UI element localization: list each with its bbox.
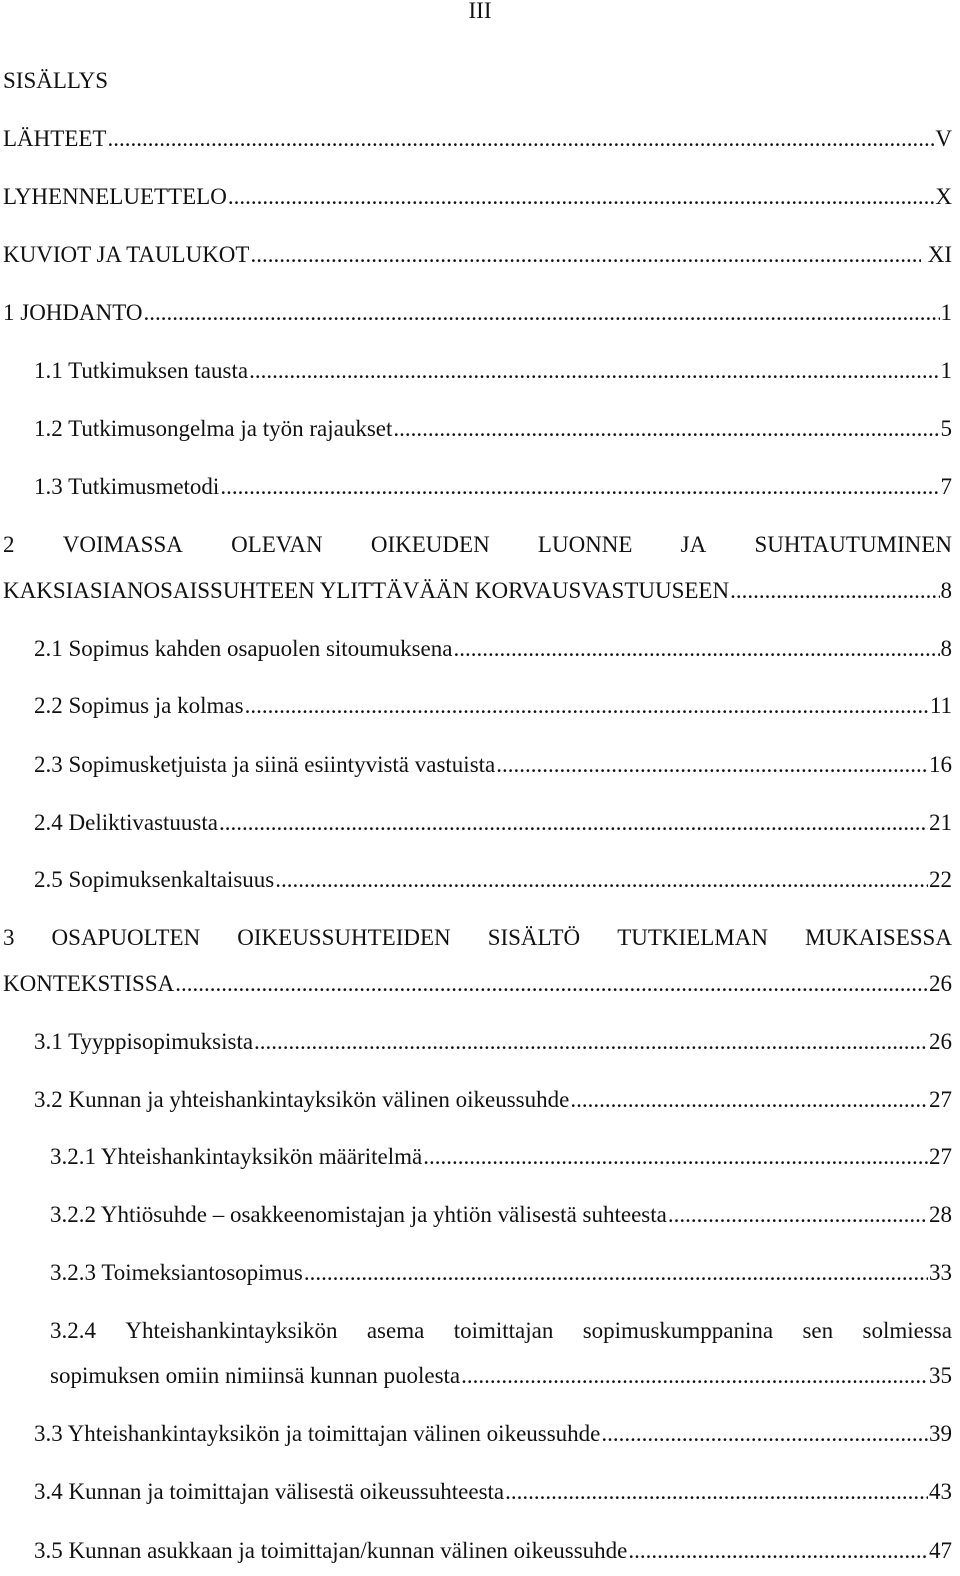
toc-entry[interactable]	[50, 1143, 952, 1171]
toc-entry-title: 1.3 Tutkimusmetodi	[34, 474, 220, 499]
toc-word: asema	[366, 1318, 425, 1343]
toc-entry-page: XI	[921, 242, 952, 267]
toc-word: SUHTAUTUMINEN	[754, 532, 952, 557]
toc-word: 2	[3, 532, 15, 557]
toc-entry-title: 1.1 Tutkimuksen tausta	[34, 358, 249, 383]
toc-word: JA	[680, 532, 707, 557]
dot-leader	[461, 1362, 928, 1390]
toc-entry-justified-line[interactable]	[3, 924, 952, 952]
toc-entry-page: 39	[929, 1421, 952, 1446]
toc-word: 3.2.4	[50, 1318, 96, 1343]
toc-entry-title: 2.5 Sopimuksenkaltaisuus	[34, 867, 275, 892]
dot-leader	[275, 866, 928, 894]
toc-entry[interactable]	[3, 577, 952, 605]
toc-entry[interactable]	[34, 866, 952, 894]
toc-word: OIKEUDEN	[370, 532, 490, 557]
dot-leader	[393, 415, 939, 443]
toc-word: solmiessa	[862, 1318, 952, 1343]
dot-leader	[496, 751, 928, 779]
dot-leader	[505, 1478, 928, 1506]
toc-word: 3	[3, 925, 15, 950]
toc-entry-page: 11	[929, 693, 952, 718]
toc-entry-title: 2.4 Deliktivastuusta	[34, 810, 218, 835]
toc-word: LUONNE	[537, 532, 633, 557]
toc-entry-page: 43	[929, 1479, 952, 1504]
dot-leader	[219, 809, 928, 837]
toc-entry-title: LÄHTEET	[3, 126, 107, 151]
toc-entry-page: 33	[929, 1260, 952, 1285]
toc-entry-title: sopimuksen omiin nimiinsä kunnan puolesta	[50, 1363, 461, 1388]
toc-word: TUTKIELMAN	[617, 925, 768, 950]
toc-word: SISÄLTÖ	[487, 925, 581, 950]
toc-entry-page: 28	[929, 1202, 952, 1227]
toc-entry[interactable]	[34, 357, 952, 385]
toc-entry-page: 1	[940, 300, 952, 325]
toc-entry[interactable]	[34, 635, 952, 663]
toc-entry-page: X	[935, 184, 952, 209]
dot-leader	[570, 1086, 928, 1114]
toc-entry-title: 1.2 Tutkimusongelma ja työn rajaukset	[34, 416, 393, 441]
toc-entry-page: V	[935, 126, 952, 151]
toc-word: sen	[802, 1318, 834, 1343]
toc-entry[interactable]	[34, 473, 952, 501]
toc-entry-title: 1 JOHDANTO	[3, 300, 143, 325]
toc-entry-page: 8	[940, 578, 952, 603]
toc-entry-title: 3.5 Kunnan asukkaan ja toimittajan/kunnan välinen oikeussuhde	[34, 1538, 628, 1563]
toc-entry-title: LYHENNELUETTELO	[3, 184, 227, 209]
toc-entry-title: 2.1 Sopimus kahden osapuolen sitoumuksena	[34, 636, 453, 661]
toc-entry-justified-line[interactable]	[3, 531, 952, 559]
toc-entry-page: 5	[940, 416, 952, 441]
dot-leader	[453, 635, 939, 663]
toc-entry-page: 1	[940, 358, 952, 383]
toc-heading: SISÄLLYS	[3, 68, 109, 93]
toc-entry-title: 2.3 Sopimusketjuista ja siinä esiintyvistä vastuista	[34, 752, 496, 777]
toc-entry[interactable]	[50, 1362, 952, 1390]
dot-leader	[249, 357, 939, 385]
toc-entry-page: 47	[929, 1538, 952, 1563]
toc-entry-title: 3.4 Kunnan ja toimittajan välisestä oikeussuhteesta	[34, 1479, 505, 1504]
toc-entry[interactable]	[3, 299, 952, 327]
dot-leader	[250, 241, 921, 269]
toc-entry-title: 3.2.3 Toimeksiantosopimus	[50, 1260, 303, 1285]
toc-entry[interactable]	[3, 241, 952, 269]
toc-entry-title: 3.2.1 Yhteishankintayksikön määritelmä	[50, 1144, 423, 1169]
toc-entry[interactable]	[34, 692, 952, 720]
dot-leader	[668, 1201, 928, 1229]
toc-entry-justified-line[interactable]	[50, 1317, 952, 1345]
dot-leader	[175, 970, 928, 998]
page-number: III	[468, 0, 492, 23]
toc-entry-page: 7	[940, 474, 952, 499]
toc-entry[interactable]	[34, 809, 952, 837]
dot-leader	[228, 183, 935, 211]
toc-word: OLEVAN	[231, 532, 323, 557]
dot-leader	[304, 1259, 928, 1287]
toc-entry[interactable]	[34, 1537, 952, 1565]
toc-entry-title: KUVIOT JA TAULUKOT	[3, 242, 250, 267]
toc-entry-title: 3.2.2 Yhtiösuhde – osakkeenomistajan ja yhtiön välisestä suhteesta	[50, 1202, 667, 1227]
toc-word: VOIMASSA	[62, 532, 183, 557]
toc-word: MUKAISESSA	[804, 925, 952, 950]
dot-leader	[144, 299, 940, 327]
toc-entry-page: 21	[929, 810, 952, 835]
toc-word: Yhteishankintayksikön	[125, 1318, 338, 1343]
toc-entry-page: 27	[929, 1144, 952, 1169]
toc-word: sopimuskumppanina	[582, 1318, 774, 1343]
toc-entry-page: 35	[929, 1363, 952, 1388]
toc-entry[interactable]	[34, 1478, 952, 1506]
toc-entry[interactable]	[3, 125, 952, 153]
toc-entry-page: 22	[929, 867, 952, 892]
toc-entry-title: 2.2 Sopimus ja kolmas	[34, 693, 244, 718]
toc-entry-page: 26	[929, 971, 952, 996]
toc-entry-title: 3.3 Yhteishankintayksikön ja toimittajan välinen oikeussuhde	[34, 1421, 601, 1446]
toc-entry-page: 16	[929, 752, 952, 777]
toc-entry-page: 27	[929, 1087, 952, 1112]
toc-word: OSAPUOLTEN	[51, 925, 201, 950]
toc-entry-title: 3.1 Tyyppisopimuksista	[34, 1029, 254, 1054]
toc-entry-title: KONTEKSTISSA	[3, 971, 175, 996]
dot-leader	[601, 1420, 928, 1448]
dot-leader	[423, 1143, 928, 1171]
toc-entry-title: 3.2 Kunnan ja yhteishankintayksikön välinen oikeussuhde	[34, 1087, 570, 1112]
dot-leader	[254, 1028, 928, 1056]
toc-entry[interactable]	[34, 751, 952, 779]
dot-leader	[220, 473, 939, 501]
dot-leader	[107, 125, 934, 153]
toc-word: toimittajan	[453, 1318, 554, 1343]
toc-entry[interactable]	[34, 1028, 952, 1056]
toc-entry[interactable]	[50, 1201, 952, 1229]
dot-leader	[628, 1537, 928, 1565]
toc-entry[interactable]	[34, 415, 952, 443]
dot-leader	[245, 692, 929, 720]
toc-entry[interactable]	[34, 1420, 952, 1448]
toc-entry[interactable]	[50, 1259, 952, 1287]
toc-entry[interactable]	[3, 970, 952, 998]
dot-leader	[730, 577, 939, 605]
toc-entry[interactable]	[34, 1086, 952, 1114]
toc-entry-title: KAKSIASIANOSAISSUHTEEN YLITTÄVÄÄN KORVAUSVASTUUSEEN	[3, 578, 730, 603]
toc-entry-page: 8	[940, 636, 952, 661]
toc-word: OIKEUSSUHTEIDEN	[237, 925, 451, 950]
toc-entry-page: 26	[929, 1029, 952, 1054]
toc-entry[interactable]	[3, 183, 952, 211]
